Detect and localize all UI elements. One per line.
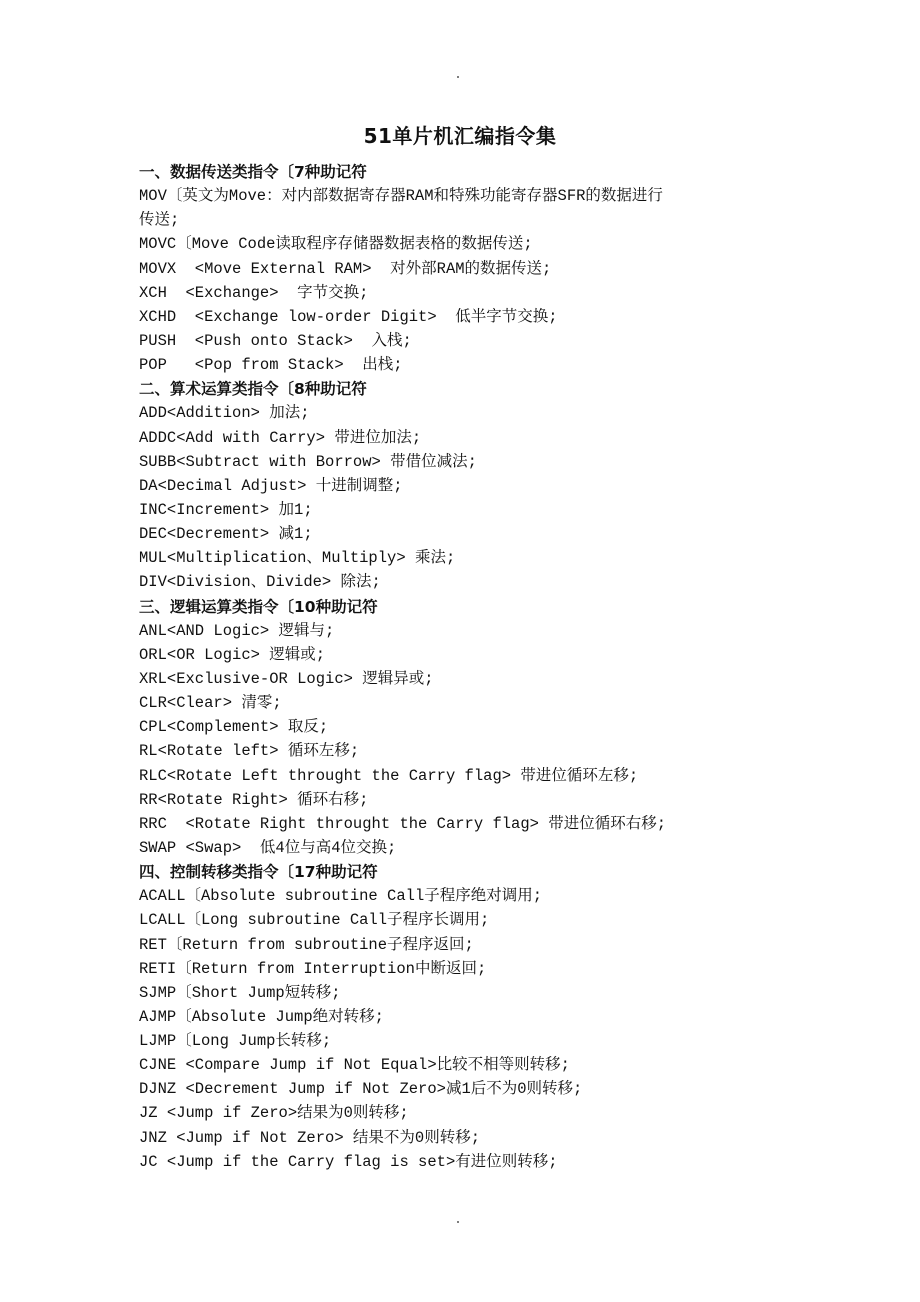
instruction-line: JNZ <Jump if Not Zero> 结果不为0则转移; xyxy=(139,1128,481,1147)
instruction-line: MOVC〔Move Code读取程序存储器数据表格的数据传送; xyxy=(139,235,533,254)
instruction-line: DEC<Decrement> 减1; xyxy=(139,525,313,544)
instruction-line: 传送; xyxy=(139,211,180,230)
instruction-line: JC <Jump if the Carry flag is set>有进位则转移; xyxy=(139,1152,558,1171)
section-heading-data-transfer: 一、数据传送类指令〔7种助记符 xyxy=(139,163,367,181)
instruction-line: MOV〔英文为Move：对内部数据寄存器RAM和特殊功能寄存器SFR的数据进行 xyxy=(139,187,663,206)
instruction-line: RL<Rotate left> 循环左移; xyxy=(139,742,360,761)
instruction-line: POP <Pop from Stack> 出栈; xyxy=(139,356,403,375)
page-marker-dot-top xyxy=(457,76,459,78)
document-title: 51单片机汇编指令集 xyxy=(363,124,557,148)
instruction-line: DJNZ <Decrement Jump if Not Zero>减1后不为0则转移; xyxy=(139,1080,583,1099)
instruction-line: SUBB<Subtract with Borrow> 带借位减法; xyxy=(139,452,477,471)
instruction-line: RLC<Rotate Left throught the Carry flag> 带进位循环左移; xyxy=(139,766,639,785)
instruction-line: ACALL〔Absolute subroutine Call子程序绝对调用; xyxy=(139,887,543,906)
document-body xyxy=(139,160,779,1174)
section-heading-logic: 三、逻辑运算类指令〔10种助记符 xyxy=(139,597,378,616)
instruction-line: INC<Increment> 加1; xyxy=(139,500,313,519)
instruction-line: RR<Rotate Right> 循环右移; xyxy=(139,790,369,809)
instruction-line: RET〔Return from subroutine子程序返回; xyxy=(139,935,474,954)
instruction-line: CLR<Clear> 清零; xyxy=(139,694,282,713)
section-heading-control-transfer: 四、控制转移类指令〔17种助记符 xyxy=(139,863,378,882)
instruction-line: ANL<AND Logic> 逻辑与; xyxy=(139,621,335,640)
instruction-line: LCALL〔Long subroutine Call子程序长调用; xyxy=(139,911,490,930)
instruction-line: JZ <Jump if Zero>结果为0则转移; xyxy=(139,1104,409,1123)
instruction-line: DIV<Division、Divide> 除法; xyxy=(139,573,381,592)
instruction-line: ORL<OR Logic> 逻辑或; xyxy=(139,645,326,664)
instruction-line: XCHD <Exchange low-order Digit> 低半字节交换; xyxy=(139,307,558,326)
instruction-line: XCH <Exchange> 字节交换; xyxy=(139,283,369,302)
instruction-line: DA<Decimal Adjust> 十进制调整; xyxy=(139,476,403,495)
instruction-line: LJMP〔Long Jump长转移; xyxy=(139,1032,332,1051)
page-marker-dot-bottom xyxy=(457,1221,459,1223)
instruction-line: SJMP〔Short Jump短转移; xyxy=(139,983,341,1002)
instruction-line: SWAP <Swap> 低4位与高4位交换; xyxy=(139,838,397,857)
instruction-line: MOVX <Move External RAM> 对外部RAM的数据传送; xyxy=(139,259,552,278)
instruction-line: CPL<Complement> 取反; xyxy=(139,718,329,737)
instruction-line: MUL<Multiplication、Multiply> 乘法; xyxy=(139,549,456,568)
instruction-line: AJMP〔Absolute Jump绝对转移; xyxy=(139,1007,384,1026)
instruction-line: XRL<Exclusive-OR Logic> 逻辑异或; xyxy=(139,669,434,688)
instruction-line: ADD<Addition> 加法; xyxy=(139,404,310,423)
instruction-line: RRC <Rotate Right throught the Carry flag> 带进位循环右移; xyxy=(139,814,667,833)
instruction-line: RETI〔Return from Interruption中断返回; xyxy=(139,959,487,978)
instruction-line: CJNE <Compare Jump if Not Equal>比较不相等则转移; xyxy=(139,1056,570,1075)
instruction-line: PUSH <Push onto Stack> 入栈; xyxy=(139,331,412,350)
section-heading-arithmetic: 二、算术运算类指令〔8种助记符 xyxy=(139,380,367,399)
instruction-line: ADDC<Add with Carry> 带进位加法; xyxy=(139,428,422,447)
